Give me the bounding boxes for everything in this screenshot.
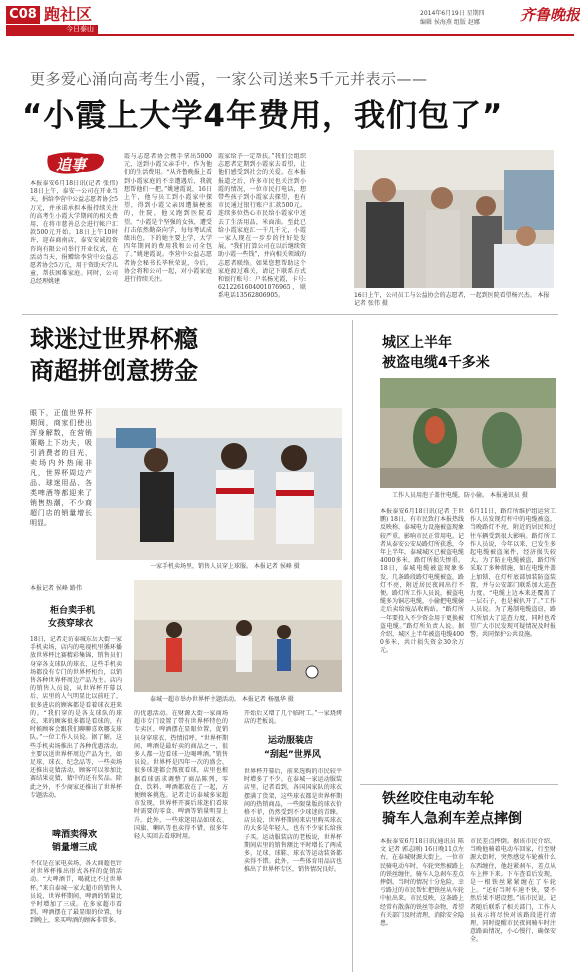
worldcup-headline-1: 球迷过世界杯瘾: [30, 325, 198, 353]
wire-headline-2: 骑车人急刹车差点摔倒: [382, 811, 522, 827]
worldcup-sub2-title-1: 啤酒卖得欢: [52, 830, 98, 840]
lead-photo-caption: 16日上午，公司员工与公益协会的志愿者，一起到医院看望杨兴杰。 本报记者 张伟 摄: [354, 292, 550, 307]
lead-kicker: 更多爱心涌向高考生小霞，一家公司送来5千元并表示——: [30, 70, 428, 88]
worldcup-photo-caption: 一家手机卖场里，销售人员穿上球服。 本报记者 侯峰 摄: [150, 563, 300, 570]
editor-line: 编辑 侯海燕 组版 赵娜: [420, 19, 480, 26]
cable-col-1: 本报泰安6月18日讯(记者 王世鹏) 18日，有市民致打本报热线反映称，泰城电力设施被盗现象较严重，影响市民正常用电。记者从泰安公安局路灯所获悉，今年上半年，泰城城区已被盗电缆4000多米，路灯所损失惨重。18日，泰城电缆被盗现象多发，几条路段路灯电缆被盗，路灯不亮，附近居民夜间出行不便。路灯所工作人员说，被盗电缆多为铜芯电缆，小偷把电缆偷走后卖给废品收购站。“路灯所一年要投入不少资金用于更换被盗电缆。”路灯所负责人说。据介绍，城区上半年被盗电缆4000多米，共计损失资金30余万元。: [380, 508, 464, 655]
worldcup-headline-2: 商超拼创意捞金: [30, 357, 198, 385]
worldcup-sub1-text: 18日，记者走访泰城东岳大街一家手机卖场，店内的电视机里循环播放世界杯比赛精彩集锦，销售员们身穿各支球队的球衣，这些手机卖场都没有专门的世界杯柜台，以销售各种世界杯周边产品为主。店内的销售人员说，从世界杯开幕以后，店里的人气明显比以前旺了，很多进店的顾客都是看着球衣进来的。“我们穿的是各支球队的球衣，来的顾客很多都是看球的，有时候顾客会跟我们聊聊喜欢哪支球队。”一位工作人员说。据了解，这些手机卖场推出了各种优惠活动，主要以送世界杯周边产品为主，如足球、球衣、纪念品等，一些卖场还推出竞猜活动，顾客可以参加比赛结果竞猜，猜中的还有奖品。除此之外，不少商家还推出了世界杯专题活动。: [30, 636, 122, 799]
worldcup-intro: 眼下，正值世界杯期间，商家们使出浑身解数，在营销策略上下功夫，吸引消费者的目光，卖场内外热闹非凡，世界杯周边产品、球迷用品、各类啤酒等都迎来了销售热潮，不少商超门店的销量增长明显。: [30, 409, 92, 527]
cable-headline-1: 城区上半年: [382, 335, 452, 351]
header-rule: [6, 34, 574, 36]
story-tag: [46, 150, 106, 176]
worldcup-sub2-title-2: 销量增三成: [52, 843, 98, 853]
worldcup-col3-text: 开始后又增了几个临时工。”一家烧烤店的老板说。: [244, 710, 342, 726]
column-divider: [352, 320, 353, 972]
worldcup-sub1-title-1: 柜台卖手机: [50, 606, 96, 616]
section-name: 跑社区: [44, 5, 93, 24]
wire-headline-1: 铁丝咬住电动车轮: [382, 791, 494, 807]
worldcup-photo: [96, 408, 342, 560]
wire-col-2: 市民差点摔倒。据该市民介绍，当晚他骑着电动车回家，行至财源大街时，突然感觉车轮被什么东西缠住，他赶紧刹车，差点从车上摔下来。下车查看后发现，是一根铁丝紧紧缠在了车轮上。“还好当时车速不快，要不然后果不堪设想。”该市民说。记者随后联系了相关部门，工作人员表示将尽快对该路段进行清理，同时提醒市民夜间骑车时注意路面情况，小心慢行，确保安全。: [470, 838, 556, 944]
cable-col-2: 6月11日，路灯所维护组运营工作人员发现灯杆中的电缆被盗，当晚路灯不亮，附近的居民和过往车辆受到很大影响。路灯所工作人员说，今年以来，已发生多起电缆被盗案件，经济损失较大。为了防止电缆被盗，路灯所采取了多种措施，如在电缆井盖上加锁、在灯杆底部加装防盗装置，并与公安部门联系加大巡查力度。“电缆上边本来还覆盖了一层石子，也是被扒开了。”工作人员说。为了遏制电缆盗窃，路灯所加大了巡查力度，同时也希望广大市民发现可疑情况及时报警，共同保护公共设施。: [470, 508, 556, 639]
divider: [360, 784, 558, 785]
sub-section-strip: 今日泰山: [6, 25, 98, 34]
worldcup-photo-2: [134, 580, 342, 692]
worldcup-sub1-title-2: 女孩穿球衣: [48, 619, 94, 629]
worldcup-photo-2-caption: 泰城一超市举办世界杯主题活动。 本报记者 杨凰华 摄: [150, 696, 294, 703]
worldcup-mid-text: 的优惠活动。在财源大街一家商场超市专门设置了带有世界杯特色的专卖区，啤酒摆在显眼位置，促销员身穿球衣，热情招呼。“世界杯期间，啤酒是最好卖的商品之一，很多人都一边看球一边喝啤酒。”销售员说。世界杯是四年一次的盛会，很多球迷都会熬夜看球，店里也根据看球需求调整了商品陈列，零食、饮料、啤酒都放在了一起，方便顾客挑选。记者走访泰城多家超市发现，世界杯开赛后球迷们看球时需要的零食、啤酒等销量明显上升。此外，一些球迷用品如球衣、国旗、喇叭等也卖得不错，很多年轻人买回去看球时用。: [134, 710, 228, 841]
wire-col-1: 本报泰安6月18日讯(通讯员 陈文 记者 郭志刚) 16日晚11点左右，在泰城财源大街上，一位市民骑电动车时，车轮突然被路上的铁丝缠住，骑车人急刹车差点摔倒。当时的情况十分危险，幸亏路过的市民帮忙把铁丝从车轮中扯出来。市民反映，这条路上经常有散落的铁丝等杂物，希望有关部门及时清理，消除安全隐患。: [380, 838, 464, 928]
worldcup-photo-image: [96, 408, 342, 560]
lead-headline: “小霞上大学4年费用，我们包了”: [22, 98, 504, 134]
section-code: C08: [6, 6, 40, 24]
divider: [22, 314, 558, 315]
date-line: 2014年6月19日 星期四: [420, 10, 485, 17]
worldcup-sub3-title-2: “刮起”世界风: [264, 750, 321, 760]
cable-photo-caption: 工作人员用泡子盖住电缆，防小偷。 本报通讯员 摄: [392, 492, 528, 499]
cable-photo-image: [380, 378, 556, 488]
lead-photo: [354, 150, 554, 288]
worldcup-sub3-title-1: 运动服装店: [268, 736, 314, 746]
lead-col-1: 本报泰安6月18日讯(记者 张伟) 18日上午，泰安一公司在开业当天，捐给李营中公益志愿者协会5万元，并承诺承担本报持续关注的高考生小霞大学期间的相关费用，在将市慈善总会进行帐户汇款500元开始。18日上午10时许，迎春商南店，泰安安诚投资咨询有限公司举行开业仪式，在活动当天，捐赠给李营中公益志愿者协会5万元，用于资助天学儿童，帮扶困难家庭。同时，公司总经理姚建: [30, 180, 118, 286]
worldcup-byline: 本报记者 侯峰 路伟: [30, 585, 82, 592]
masthead-logo: 齐鲁晚报: [520, 6, 580, 24]
lead-col-2: 霞与志愿者协会携手拿出5000元，送到小霞父亲手中，作为他们的生活费用。“从齐鲁晚报上看到小霞家庭的不幸遭遇后，我就想帮他们一把。”姚建霞说，16日上午，他与员工到小霞家中探望，得到小霞父亲因遭脑梗塞的，住院，他又跑到医院看望。“小霞是个坚强的女孩，遭受打击依然勤奋向学，每每考试成绩出色，下的她主要上学，大学四年期间的费用我和公司全包了。”姚建霞说。李营中公益志愿者协会秘书长毕秋荣说，今后，协会将和公司一起，对小霞家庭进行持续关注。: [124, 153, 212, 284]
cable-photo: [380, 378, 556, 488]
worldcup-sub3-text: 世界杯开幕后，前来选购的市民较平时增多了不少。在泰城一家运动服装店里，记者看到，各国国家队的球衣摆满了货架，这些球衣都是世界杯期间的热销商品，一些限量版的球衣价格不菲，仍然受到不少球迷的青睐。店员说，世界杯期间来店里购买球衣的大多是年轻人，也有不少家长给孩子买。运动服装店的老板说，世界杯期间店里的销售额比平时增长了两成多，足球、球鞋、球衣等运动装备都卖得不错。此外，一些体育用品店也推出了世界杯专区，销售情况良好。: [244, 768, 342, 874]
lead-col-3: 霞家给予一定帮扶。”我们会组织志愿者定期到小霞家去看望，让他们感受到社会的关爱。在本报报道之后，许多市民也关注到小霞的情况，一位市民打电话，想带些孩子到小霞家去探望，也有市民通过银行账户汇款500元。连续多位热心市民给小霞家中送去了生活用品，米面油。至此已给小霞家庭汇一千几千元，小霞一家人现在一步步的往好处发展。“我们打算公司在以后继续资助小霞一些钱”，并向相关领域的志愿者联络。如果您想帮助这个家庭渡过难关，请记下联系方式和银行账号：户名杨光霞，卡号:6212261604001076965，联系电话13562806905。: [218, 153, 306, 300]
lead-photo-image: [354, 150, 554, 288]
worldcup-sub2-text: 不仅是在家电卖场，各大商超也针对世界杯推出形式各样的促销活动。“大啤酒节，喝就比不过世界杯。”来自泰城一家大超市的销售人员说，世界杯期间，啤酒的销量比平时增加了三成。在多家超市看到，啤酒摆在了最显眼的位置，每到晚上，来买啤酒的顾客非常多。: [30, 860, 122, 925]
worldcup-photo-2-image: [134, 580, 342, 692]
tag-label: 追事: [56, 156, 87, 174]
cable-headline-2: 被盗电缆4千多米: [382, 355, 490, 371]
